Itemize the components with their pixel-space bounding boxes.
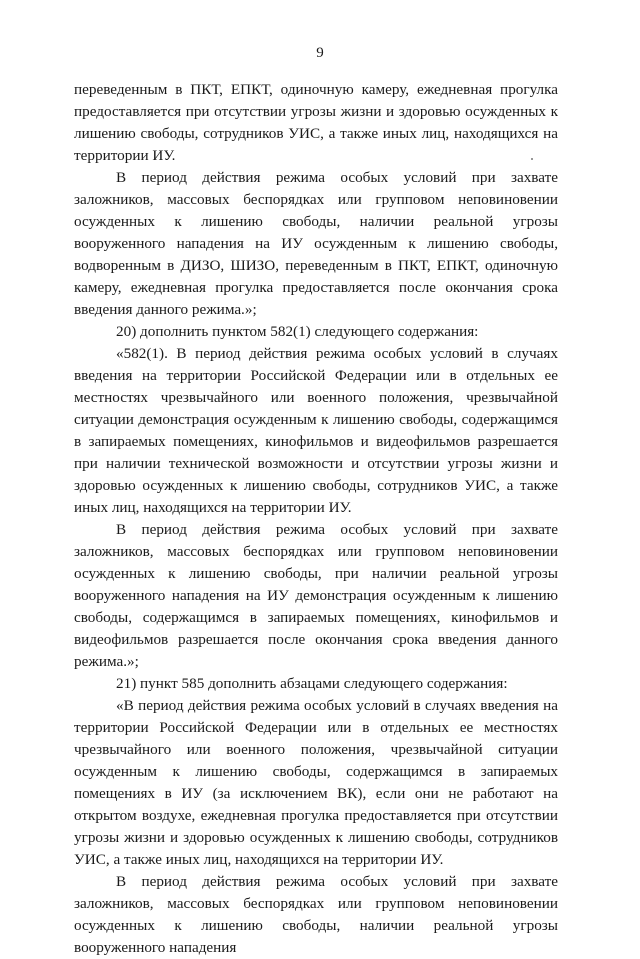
- paragraph-1: переведенным в ПКТ, ЕПКТ, одиночную камеру, ежедневная прогулка предоставляется при отсутствии угрозы жизни и здоровью осужденных к лишению свободы, сотрудников УИС, а также иных лиц, находящихся на территории ИУ.: [74, 81, 558, 164]
- paragraph-5: В период действия режима особых условий при захвате заложников, массовых беспорядках или групповом неповиновении осужденных к лишению свободы, при наличии реальной угрозы вооруженного нападения на ИУ демонстрация осужденным к лишению свободы, содержащимся в запираемых помещениях, кинофильмов и видеофильмов разрешается после окончания срока введения данного режима.»;: [74, 521, 558, 670]
- page-number: 9: [316, 45, 324, 61]
- paragraph-4-clause-582-1: «582(1). В период действия режима особых условий в случаях введения на территории Российской Федерации или в отдельных ее местностях чрезвычайного или военного положения, чрезвычайной ситуации демонстрация осужденным к лишению свободы, содержащимся в запираемых помещениях, кинофильмов и видеофильмов разрешается при наличии технической возможности и отсутствии угрозы жизни и здоровью осужденных к лишению свободы, сотрудников УИС, а также иных лиц, находящихся на территории ИУ.: [74, 345, 558, 516]
- paragraph-8: В период действия режима особых условий при захвате заложников, массовых беспорядках или групповом неповиновении осужденных к лишению свободы, наличии реальной угрозы вооруженного нападения: [74, 873, 558, 956]
- scan-speck: [531, 158, 533, 160]
- paragraph-3-item-20: 20) дополнить пунктом 582(1) следующего содержания:: [116, 323, 479, 340]
- document-body: [74, 79, 558, 959]
- paragraph-7: «В период действия режима особых условий в случаях введения на территории Российской Федерации или в отдельных ее местностях чрезвычайного или военного положения, чрезвычайной ситуации осужденным к лишению свободы, содержащимся в запираемых помещениях в ИУ (за исключением ВК), если они не работают на открытом воздухе, ежедневная прогулка предоставляется при отсутствии угрозы жизни и здоровью осужденных к лишению свободы, сотрудников УИС, а также иных лиц, находящихся на территории ИУ.: [74, 697, 558, 868]
- paragraph-6-item-21: 21) пункт 585 дополнить абзацами следующего содержания:: [116, 675, 508, 692]
- paragraph-2: В период действия режима особых условий при захвате заложников, массовых беспорядках или групповом неповиновении осужденных к лишению свободы, наличии реальной угрозы вооруженного нападения на ИУ осужденным к лишению свободы, водворенным в ДИЗО, ШИЗО, переведенным в ПКТ, ЕПКТ, одиночную камеру, ежедневная прогулка предоставляется после окончания срока введения данного режима.»;: [74, 169, 558, 318]
